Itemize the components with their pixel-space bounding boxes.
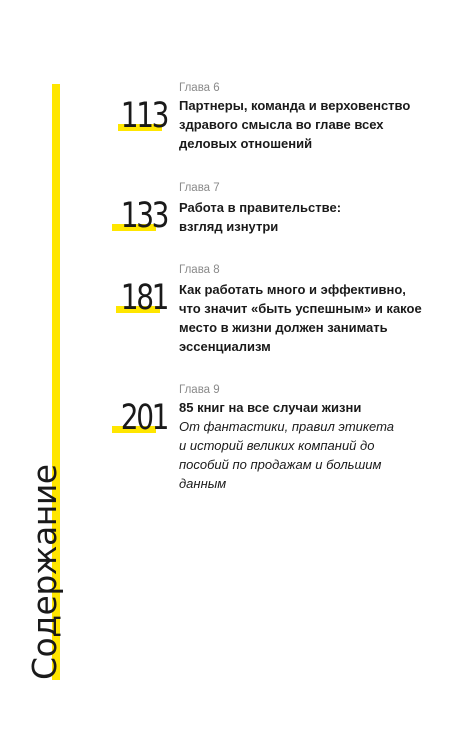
chapter-description-line: данным [179,476,227,491]
chapter-label: Глава 9 [179,384,220,396]
chapter-title-line: здравого смысла во главе всех [179,117,384,132]
chapter-title-line: Партнеры, команда и верховенство [179,98,411,113]
chapter-description [179,417,429,493]
chapter-title [179,96,439,153]
chapter-description-line: От фантастики, правил этикета [179,419,395,434]
chapter-title-line: Работа в правительстве: [179,200,342,215]
chapter-description-line: и историй великих компаний до [179,438,375,453]
chapter-title [179,398,439,417]
page-number: 133 [120,196,168,236]
page-number: 181 [120,278,168,318]
chapter-description-line: пособий по продажам и большим [179,457,382,472]
chapter-label: Глава 8 [179,264,220,276]
chapter-title-line: эссенциализм [179,339,271,354]
chapter-label: Глава 7 [179,182,220,194]
chapter-label: Глава 6 [179,82,220,94]
page-title: Содержание [25,464,64,680]
chapter-title-line: деловых отношений [179,136,313,151]
page-number: 201 [120,398,168,438]
chapter-title-line: 85 книг на все случаи жизни [179,400,362,415]
chapter-title-line: место в жизни должен занимать [179,320,388,335]
chapter-title [179,280,439,356]
chapter-title-line: взгляд изнутри [179,219,279,234]
chapter-title-line: Как работать много и эффективно, [179,282,406,297]
chapter-title-line: что значит «быть успешным» и какое [179,301,422,316]
page-number: 113 [120,96,168,136]
chapter-title [179,198,439,236]
